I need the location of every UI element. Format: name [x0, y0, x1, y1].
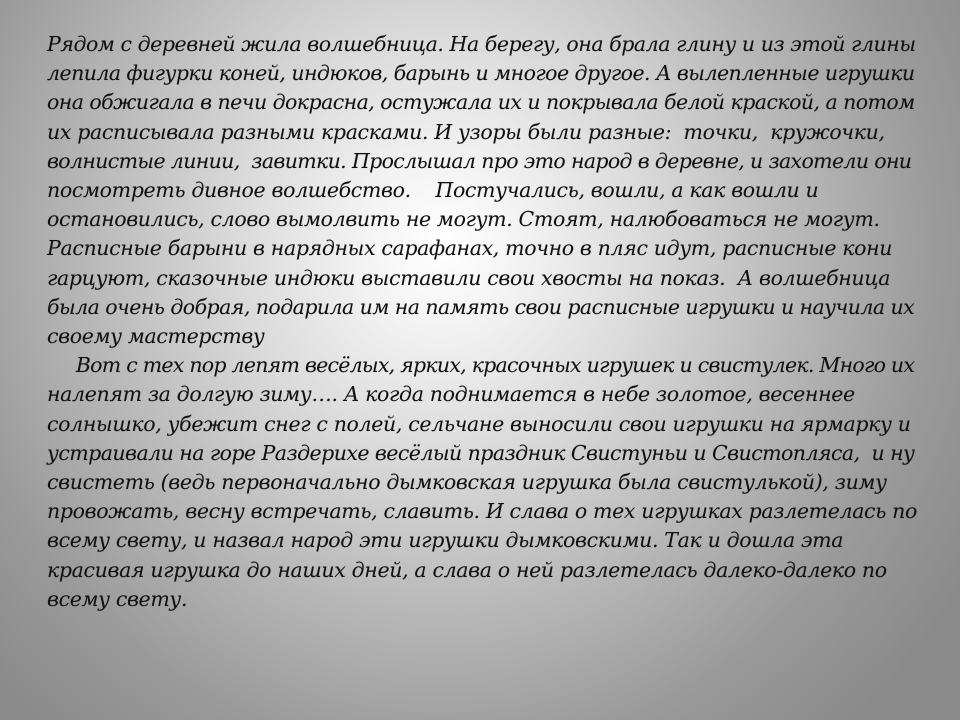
text-line: всему свету, и назвал народ эти игрушки дымковскими. Так и дошла эта	[47, 528, 844, 553]
story-text	[47, 30, 917, 614]
text-line: устраивали на горе Раздерихе весёлый праздник Свистуньи и Свистопляса, и ну	[47, 440, 915, 465]
text-line: своему мастерству	[47, 324, 265, 349]
text-line: была очень добрая, подарила им на память свои расписные игрушки и научила их	[47, 294, 915, 319]
text-line: остановились, слово вымолвить не могут. Стоят, налюбоваться не могут.	[47, 207, 880, 232]
text-line: всему свету.	[47, 586, 188, 611]
text-line: Рядом с деревней жила волшебница. На берегу, она брала глину и из этой глины	[47, 32, 916, 56]
text-line: налепят за долгую зиму…. А когда поднимается в небе золотое, весеннее	[47, 382, 855, 407]
text-line: красивая игрушка до наших дней, а слава о ней разлетелась далеко-далеко по	[47, 557, 887, 582]
text-line: волнистые линии, завитки. Прослышал про это народ в деревне, и захотели они	[47, 148, 912, 173]
text-line: свистеть (ведь первоначально дымковская игрушка была свистулькой), зиму	[47, 470, 887, 495]
text-line: Расписные барыни в нарядных сарафанах, точно в пляс идут, расписные кони	[47, 236, 893, 261]
text-line: она обжигала в печи докрасна, остужала их и покрывала белой краской, а потом	[47, 90, 915, 115]
text-line: посмотреть дивное волшебство. Постучались, вошли, а как вошли и	[47, 178, 819, 203]
text-line: солнышко, убежит снег с полей, сельчане выносили свои игрушки на ярмарку и	[47, 411, 911, 436]
text-line: их расписывала разными красками. И узоры были разные: точки, кружочки,	[47, 119, 885, 144]
text-line: Вот с тех пор лепят весёлых, ярких, красочных игрушек и свистулек. Много их	[47, 353, 915, 378]
text-line: провожать, весну встречать, славить. И слава о тех игрушках разлетелась по	[47, 499, 918, 524]
text-line: лепила фигурки коней, индюков, барынь и многое другое. А вылепленные игрушки	[47, 61, 915, 86]
text-line: гарцуют, сказочные индюки выставили свои хвосты на показ. А волшебница	[47, 265, 891, 290]
